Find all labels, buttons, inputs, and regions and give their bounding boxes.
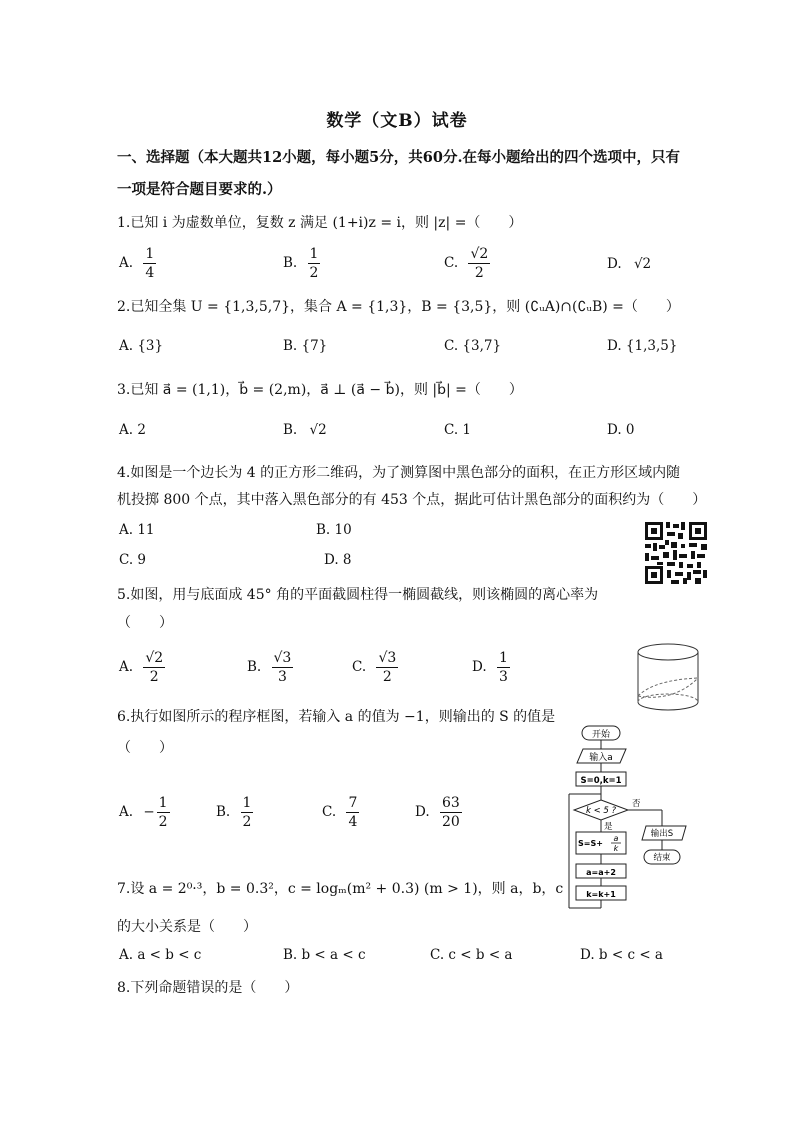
q2-option-a: A. {3}	[119, 338, 164, 354]
flow-frac-num: a	[613, 834, 619, 843]
q6-b-label: B.	[216, 804, 231, 820]
q4-option-d: D. 8	[324, 552, 352, 568]
section-heading-line2: 一项是符合题目要求的.）	[117, 181, 282, 198]
q3-option-b	[283, 422, 327, 438]
q5-option-d	[472, 650, 510, 685]
q5-c-fraction: $\frac{√3}{2}$	[378, 650, 397, 685]
section-heading-line1: 一、选择题（本大题共12小题，每小题5分，共60分.在每小题给出的四个选项中，只有	[117, 149, 680, 166]
q1-d-value: √2	[633, 256, 652, 272]
question-5-line1: 5.如图，用与底面成 45° 角的平面截圆柱得一椭圆截线，则该椭圆的离心率为	[117, 587, 599, 603]
q3-b-label: B.	[283, 422, 298, 438]
q6-b-fraction: $\frac{1}{2}$	[242, 795, 252, 830]
question-8: 8.下列命题错误的是（ ）	[117, 980, 299, 996]
q1-c-fraction: $\frac{√2}{2}$	[470, 246, 489, 281]
q5-b-label: B.	[247, 659, 262, 675]
q6-option-a	[119, 795, 170, 830]
q4-option-c: C. 9	[119, 552, 147, 568]
flow-output-text: 输出S	[650, 829, 674, 839]
flow-update-a-text: a=a+2	[586, 868, 616, 877]
q2-option-b: B. {7}	[283, 338, 328, 354]
q3-b-value: √2	[309, 422, 327, 438]
question-4-line2: 机投掷 800 个点，其中落入黑色部分的有 453 个点，据此可估计黑色部分的面积约为（ ）	[117, 492, 707, 508]
q4-option-a: A. 11	[119, 522, 155, 538]
q6-c-fraction: $\frac{7}{4}$	[348, 795, 358, 830]
q5-b-fraction: $\frac{√3}{3}$	[273, 650, 292, 685]
q1-option-c	[444, 246, 490, 281]
flow-end-text: 结束	[653, 853, 671, 863]
q1-c-label: C.	[444, 255, 459, 271]
q1-option-a	[119, 246, 156, 281]
q6-c-label: C.	[322, 804, 337, 820]
q6-d-fraction: $\frac{63}{20}$	[441, 795, 460, 830]
q2-option-d: D. {1,3,5}	[607, 338, 678, 354]
q1-option-d	[607, 256, 651, 272]
flow-yes-label: 是	[604, 822, 613, 832]
question-2: 2.已知全集 U = {1,3,5,7}，集合 A = {1,3}，B = {3,5}，则 (∁ᵤA)∩(∁ᵤB) =（ ）	[117, 299, 680, 315]
flow-no-label: 否	[632, 799, 641, 809]
q5-d-label: D.	[472, 659, 487, 675]
q2-option-c: C. {3,7}	[444, 338, 502, 354]
q3-option-a: A. 2	[119, 422, 146, 438]
flow-update-s-text: S=S+	[578, 839, 603, 848]
question-6-line2: （ ）	[117, 740, 173, 756]
question-3: 3.已知 a⃗ = (1,1)，b⃗ = (2,m)，a⃗ ⊥ (a⃗ − b⃗)，则 |b⃗| =（ ）	[117, 382, 523, 398]
q5-option-a	[119, 650, 165, 685]
question-7-line1: 7.设 a = 2⁰·³，b = 0.3²，c = logₘ(m² + 0.3) (m > 1)，则 a，b，c	[117, 881, 564, 897]
q5-c-label: C.	[352, 659, 367, 675]
q7-option-a: A. a < b < c	[119, 947, 202, 963]
q6-a-minus: −	[143, 804, 155, 820]
q5-option-c	[352, 650, 398, 685]
question-7-line2: 的大小关系是（ ）	[117, 919, 257, 935]
q7-option-c: C. c < b < a	[430, 947, 513, 963]
q6-option-d	[415, 795, 462, 830]
flow-update-k-text: k=k+1	[586, 890, 616, 899]
q1-b-fraction: $\frac{1}{2}$	[309, 246, 319, 281]
flow-init-text: S=0,k=1	[580, 776, 622, 786]
flow-frac-den: k	[613, 844, 619, 853]
q1-b-label: B.	[283, 255, 298, 271]
flow-cond-text: k < 5 ?	[585, 806, 617, 816]
q6-d-label: D.	[415, 804, 430, 820]
q6-option-c	[322, 795, 359, 830]
q6-a-fraction: $\frac{1}{2}$	[158, 795, 168, 830]
question-6-line1: 6.执行如图所示的程序框图，若输入 a 的值为 −1，则输出的 S 的值是	[117, 709, 556, 725]
q3-option-d: D. 0	[607, 422, 635, 438]
question-5-line2: （ ）	[117, 615, 173, 631]
q7-option-d: D. b < c < a	[580, 947, 663, 963]
q5-option-b	[247, 650, 293, 685]
flow-input-text: 输入a	[589, 753, 613, 763]
page-title: 数学（文B）试卷	[326, 111, 468, 131]
q5-d-fraction: $\frac{1}{3}$	[498, 650, 508, 685]
q1-d-label: D.	[607, 256, 622, 272]
question-1: 1.已知 i 为虚数单位，复数 z 满足 (1+i)z = i，则 |z| =（ ）	[117, 215, 523, 231]
q5-a-label: A.	[119, 659, 134, 675]
q1-a-fraction: $\frac{1}{4}$	[145, 246, 155, 281]
q6-option-b	[216, 795, 253, 830]
flowchart-figure	[564, 724, 688, 914]
q4-option-b: B. 10	[316, 522, 352, 538]
qr-code-image	[643, 520, 709, 586]
q3-option-c: C. 1	[444, 422, 472, 438]
q1-option-b	[283, 246, 320, 281]
q1-a-label: A.	[119, 255, 134, 271]
q5-a-fraction: $\frac{√2}{2}$	[145, 650, 164, 685]
question-4-line1: 4.如图是一个边长为 4 的正方形二维码，为了测算图中黑色部分的面积，在正方形区域内随	[117, 465, 681, 481]
flow-start-text: 开始	[591, 730, 611, 740]
q7-option-b: B. b < a < c	[283, 947, 366, 963]
cylinder-figure	[634, 640, 702, 714]
q6-a-label: A.	[119, 804, 134, 820]
